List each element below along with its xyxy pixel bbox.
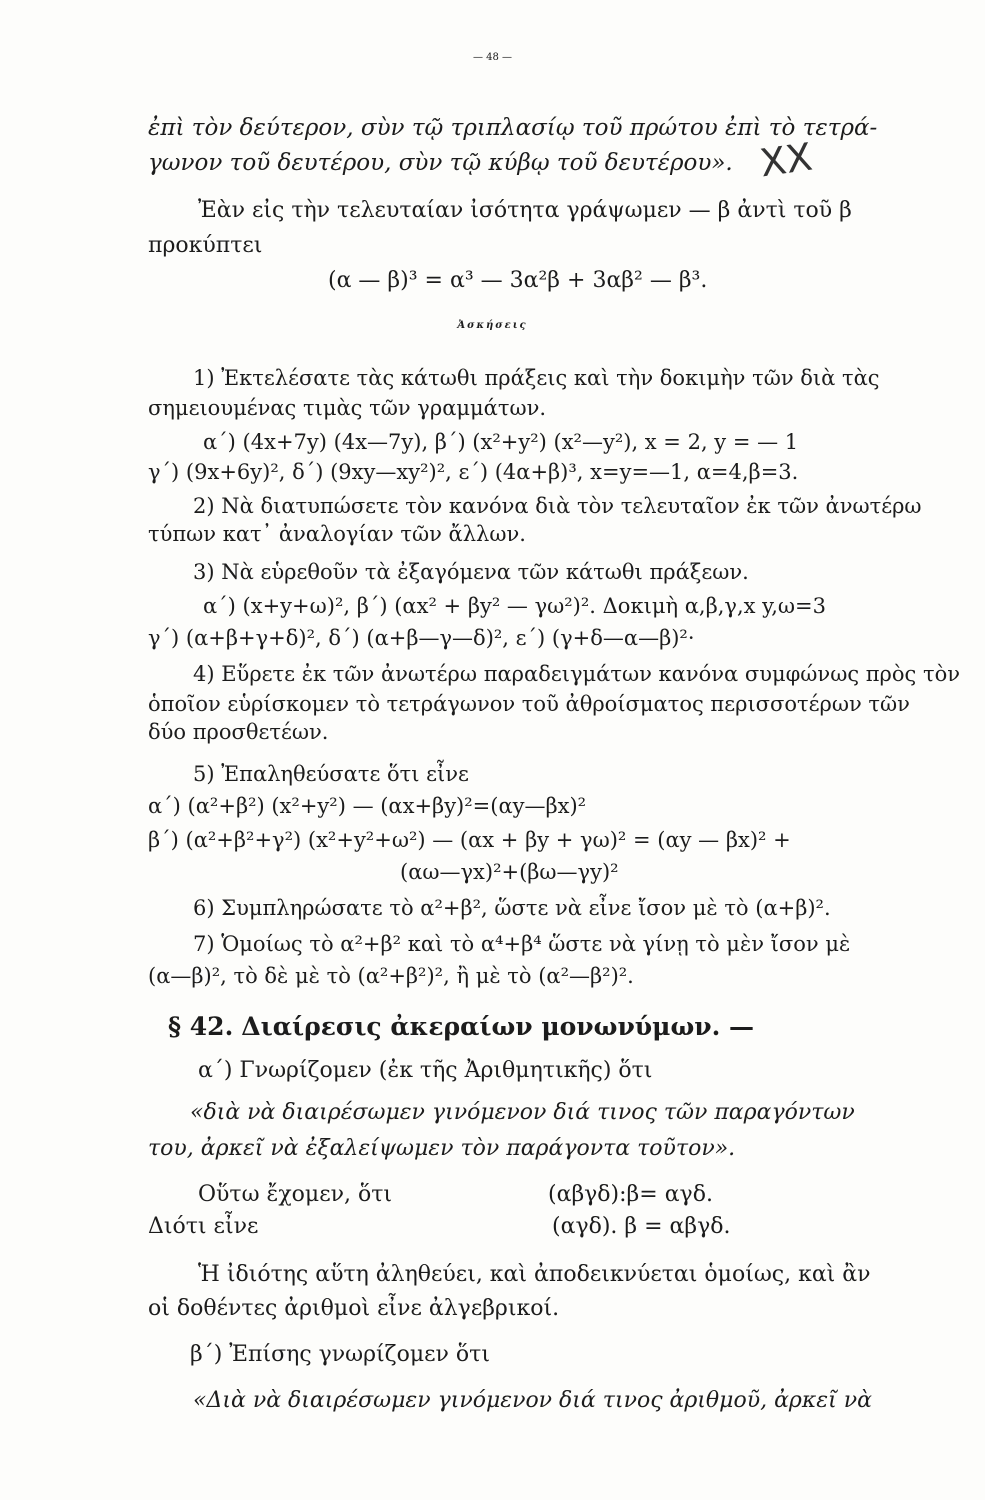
text-line: Ἐὰν εἰς τὴν τελευταίαν ἰσότητα γράψωμεν — β ἀντὶ τοῦ β <box>198 198 852 223</box>
text-line: δύο προσθετέων. <box>148 720 329 744</box>
section-title: Διαίρεσις ἀκεραίων μονωνύμων. — <box>241 1012 755 1041</box>
text-line: 4) Εὕρετε ἐκ τῶν ἀνωτέρω παραδειγμάτων κανόνα συμφώνως πρὸς τὸν <box>193 662 961 686</box>
text-line: ὁποῖον εὑρίσκομεν τὸ τετράγωνον τοῦ ἀθροίσματος περισσοτέρων τῶν <box>148 692 910 716</box>
exercise-line: γ΄) (α+β+γ+δ)², δ΄) (α+β—γ—δ)², ε΄) (γ+δ—α—β)²· <box>148 626 695 650</box>
text-line: 6) Συμπληρώσατε τὸ α²+β², ὥστε νὰ εἶνε ἴσον μὲ τὸ (α+β)². <box>193 896 831 920</box>
text-line: γωνον τοῦ δευτέρου, σὺν τῷ κύβῳ τοῦ δευτέρου». <box>148 150 733 176</box>
text-line: σημειουμένας τιμὰς τῶν γραμμάτων. <box>148 396 547 420</box>
formula: (α — β)³ = α³ — 3α²β + 3αβ² — β³. <box>328 268 708 293</box>
text-line: 3) Νὰ εὑρεθοῦν τὰ ἐξαγόμενα τῶν κάτωθι πράξεων. <box>193 560 749 584</box>
formula: (αγδ). β = αβγδ. <box>552 1214 731 1239</box>
exercise-line: α΄) (4x+7y) (4x—7y), β΄) (x²+y²) (x²—y²), x = 2, y = — 1 <box>203 430 799 454</box>
handwritten-mark: XX <box>757 134 815 186</box>
text-line: 7) Ὁμοίως τὸ α²+β² καὶ τὸ α⁴+β⁴ ὥστε νὰ γίνῃ τὸ μὲν ἴσον μὲ <box>193 932 851 956</box>
exercise-line: (αω—γx)²+(βω—γy)² <box>400 860 619 884</box>
text-line: 2) Νὰ διατυπώσετε τὸν κανόνα διὰ τὸν τελευταῖον ἐκ τῶν ἀνωτέρω <box>193 494 922 518</box>
text-line: 5) Ἐπαληθεύσατε ὅτι εἶνε <box>193 762 469 786</box>
section-heading <box>168 1012 754 1041</box>
text-line: ἐπὶ τὸν δεύτερον, σὺν τῷ τριπλασίῳ τοῦ πρώτου ἐπὶ τὸ τετρά- <box>148 115 878 141</box>
text-line: 1) Ἐκτελέσατε τὰς κάτωθι πράξεις καὶ τὴν δοκιμὴν τῶν διὰ τὰς <box>193 366 880 390</box>
text-line: Οὕτω ἔχομεν, ὅτι <box>198 1182 392 1207</box>
exercises-title: Ἀσκήσεις <box>457 320 528 331</box>
text-line: προκύπτει <box>148 233 263 258</box>
quote-line: του, ἀρκεῖ νὰ ἐξαλείψωμεν τὸν παράγοντα τοῦτον». <box>148 1136 736 1161</box>
text-line: α΄) Γνωρίζομεν (ἐκ τῆς Ἀριθμητικῆς) ὅτι <box>198 1058 653 1083</box>
formula: (αβγδ):β= αγδ. <box>548 1182 713 1207</box>
exercise-line: β΄) (α²+β²+γ²) (x²+y²+ω²) — (αx + βy + γω)² = (αy — βx)² + <box>148 828 791 852</box>
text-line: Διότι εἶνε <box>148 1214 259 1239</box>
page-number: — 48 — <box>472 52 513 63</box>
exercise-line: α΄) (α²+β²) (x²+y²) — (αx+βy)²=(αy—βx)² <box>148 794 587 818</box>
section-number: § 42. <box>168 1012 234 1041</box>
text-line: τύπων κατ᾿ ἀναλογίαν τῶν ἄλλων. <box>148 522 526 546</box>
quote-line: «διὰ νὰ διαιρέσωμεν γινόμενον διά τινος τῶν παραγόντων <box>190 1100 855 1125</box>
exercise-line: γ΄) (9x+6y)², δ΄) (9xy—xy²)², ε΄) (4α+β)³, x=y=—1, α=4,β=3. <box>148 460 799 484</box>
text-line: (α—β)², τὸ δὲ μὲ τὸ (α²+β²)², ἢ μὲ τὸ (α²—β²)². <box>148 964 634 988</box>
quote-line: «Διὰ νὰ διαιρέσωμεν γινόμενον διά τινος ἀριθμοῦ, ἀρκεῖ νὰ <box>193 1388 872 1413</box>
exercise-line: α΄) (x+y+ω)², β΄) (αx² + βy² — γω²)². Δοκιμὴ α,β,γ,x y,ω=3 <box>203 594 826 618</box>
text-line: β΄) Ἐπίσης γνωρίζομεν ὅτι <box>190 1342 490 1367</box>
text-line: οἱ δοθέντες ἀριθμοὶ εἶνε ἀλγεβρικοί. <box>148 1296 560 1321</box>
text-line: Ἡ ἰδιότης αὕτη ἀληθεύει, καὶ ἀποδεικνύεται ὁμοίως, καὶ ἂν <box>198 1262 871 1287</box>
